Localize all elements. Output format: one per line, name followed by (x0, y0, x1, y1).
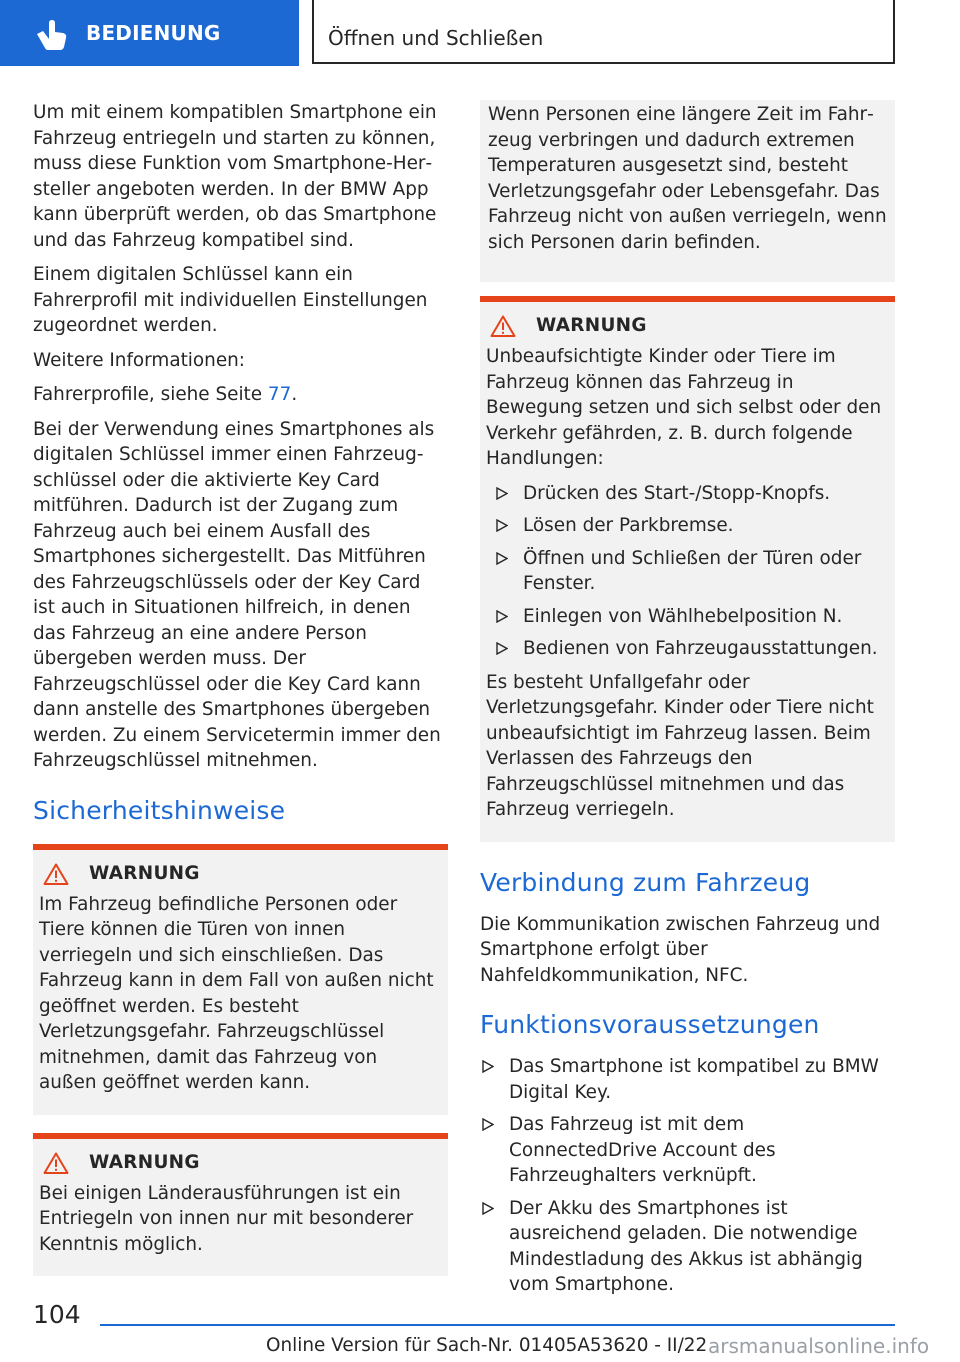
heading-connection: Verbindung zum Fahrzeug (480, 867, 811, 897)
footer-divider (100, 1324, 895, 1326)
bullet-triangle-icon (496, 487, 508, 500)
list-item-text: Lösen der Parkbremse. (523, 515, 734, 536)
list-item (480, 1196, 895, 1298)
bullet-triangle-icon (482, 1118, 494, 1131)
heading-requirements: Funktionsvoraussetzungen (480, 1010, 820, 1039)
warning-triangle-icon (43, 1152, 69, 1174)
list-item (480, 546, 887, 597)
warning-title: WARNUNG (89, 862, 200, 884)
warning-title: WARNUNG (89, 1151, 200, 1173)
section-tab (0, 0, 299, 66)
warning-box-continued (480, 100, 895, 282)
list-item-text: Drücken des Start-/Stopp-Knopfs. (523, 482, 831, 504)
list-item-text: Der Akku des Smartphones ist ausreichend geladen. Die notwendige Mindestladung des Akkus ist abhängig vom Smartphone. (509, 1197, 863, 1295)
watermark: arsmanualsonline.info (708, 1334, 930, 1358)
list-item-text: Einlegen von Wählhebelposition N. (523, 605, 843, 627)
bullet-triangle-icon (496, 642, 508, 655)
online-version-note: Online Version für Sach-Nr. 01405A53620 - II/22 (266, 1335, 708, 1356)
warning-header (43, 862, 440, 886)
warning-text: Wenn Personen eine längere Zeit im Fahrzeug verbringen und dadurch extremen Temperaturen ausgesetzt sind, besteht Verletzungsgefahr oder Lebensgefahr. Das Fahrzeug nicht von außen verriegeln, wenn sich Personen darin befinden. (488, 104, 887, 253)
list-item-text: Das Smartphone ist kompatibel zu BMW Digital Key. (509, 1056, 879, 1103)
list-item (480, 481, 887, 507)
list-item (480, 604, 887, 630)
bullet-triangle-icon (496, 552, 508, 565)
paragraph: Um mit einem kompatiblen Smartphone ein Fahrzeug entriegeln und starten zu können, muss diese Funktion vom Smartphone-Hersteller angeboten werden. In der BMW App kann überprüft werden, ob das Smartphone und das Fahrzeug kompatibel sind. (33, 102, 437, 251)
chapter-title: Öffnen und Schließen (328, 26, 544, 50)
hand-pointer-icon (34, 20, 68, 50)
list-item-text: Bedienen von Fahrzeugausstattungen. (523, 638, 878, 659)
warning-text: Es besteht Unfallgefahr oder Verletzungsgefahr. Kinder oder Tiere nicht unbeaufsichtigt im Fahrzeug lassen. Beim Verlassen des Fahrzeugs den Fahrzeugschlüssel mitnehmen und das Fahrzeug verriegeln. (486, 671, 874, 820)
list-item (480, 1112, 895, 1189)
chapter-header (312, 0, 895, 64)
bullet-triangle-icon (482, 1060, 494, 1073)
warning-box (480, 296, 895, 842)
paragraph: Bei der Verwendung eines Smartphones als digitalen Schlüssel immer einen Fahrzeugschlüssel oder die aktivierte Key Card mitführen. Dadurch ist der Zugang zum Fahrzeug auch bei einem Ausfall des Smartphones sichergestellt. Das Mitführen des Fahrzeugschlüssels oder der Key Card ist auch in Situationen hilfreich, in denen das Fahrzeug an eine andere Person übergeben werden muss. Der Fahrzeugschlüssel oder die Key Card kann dann anstelle des Smartphones übergeben werden. Zu einem Servicetermin immer den Fahrzeugschlüssel mitnehmen. (33, 418, 441, 771)
section-title: BEDIENUNG (86, 21, 221, 45)
paragraph: Einem digitalen Schlüssel kann ein Fahrerprofil mit individuellen Einstellungen zugeordnet werden. (33, 264, 428, 336)
page-reference (33, 382, 448, 408)
warning-text: Bei einigen Länderausführungen ist ein Entriegeln von innen nur mit besonderer Kenntnis möglich. (39, 1182, 414, 1255)
bullet-triangle-icon (496, 610, 508, 623)
paragraph: Weitere Informationen: (33, 349, 245, 371)
warning-triangle-icon (43, 863, 69, 885)
warning-header (490, 314, 887, 338)
reference-text: Fahrerprofile, siehe Seite (33, 384, 268, 405)
paragraph: Die Kommunikation zwischen Fahrzeug und Smartphone erfolgt über Nahfeldkommunikation, NFC. (480, 913, 881, 986)
list-item (480, 636, 887, 662)
page-link[interactable]: 77 (267, 384, 292, 405)
reference-end: . (291, 384, 298, 405)
warning-header (43, 1151, 440, 1175)
bullet-triangle-icon (496, 519, 508, 532)
list-item (480, 1054, 895, 1105)
list-item-text: Öffnen und Schließen der Türen oder Fenster. (523, 547, 862, 594)
left-column (33, 100, 448, 1294)
warning-triangle-icon (490, 315, 516, 337)
warning-box (33, 1133, 448, 1277)
list-item-text: Das Fahrzeug ist mit dem ConnectedDrive Account des Fahrzeughalters verknüpft. (509, 1114, 776, 1186)
page-number: 104 (33, 1300, 81, 1329)
heading-safety: Sicherheitshinweise (33, 795, 286, 825)
warning-text: Unbeaufsichtigte Kinder oder Tiere im Fahrzeug können das Fahrzeug in Bewegung setzen und sich selbst oder den Verkehr gefährden, z. B. durch folgende Handlungen: (486, 346, 882, 469)
requirements-list (480, 1054, 895, 1298)
warning-title: WARNUNG (536, 315, 647, 336)
warning-box (33, 844, 448, 1115)
list-item (480, 513, 887, 539)
right-column (480, 100, 895, 1306)
bullet-triangle-icon (482, 1202, 494, 1215)
warning-text: Im Fahrzeug befindliche Personen oder Tiere können die Türen von innen verriegeln und sich einschließen. Das Fahrzeug kann in dem Fall von außen nicht geöffnet werden. Es besteht Verletzungsgefahr. Fahrzeugschlüssel mitnehmen, damit das Fahrzeug von außen geöffnet werden kann. (39, 893, 434, 1093)
warning-list (480, 481, 887, 662)
